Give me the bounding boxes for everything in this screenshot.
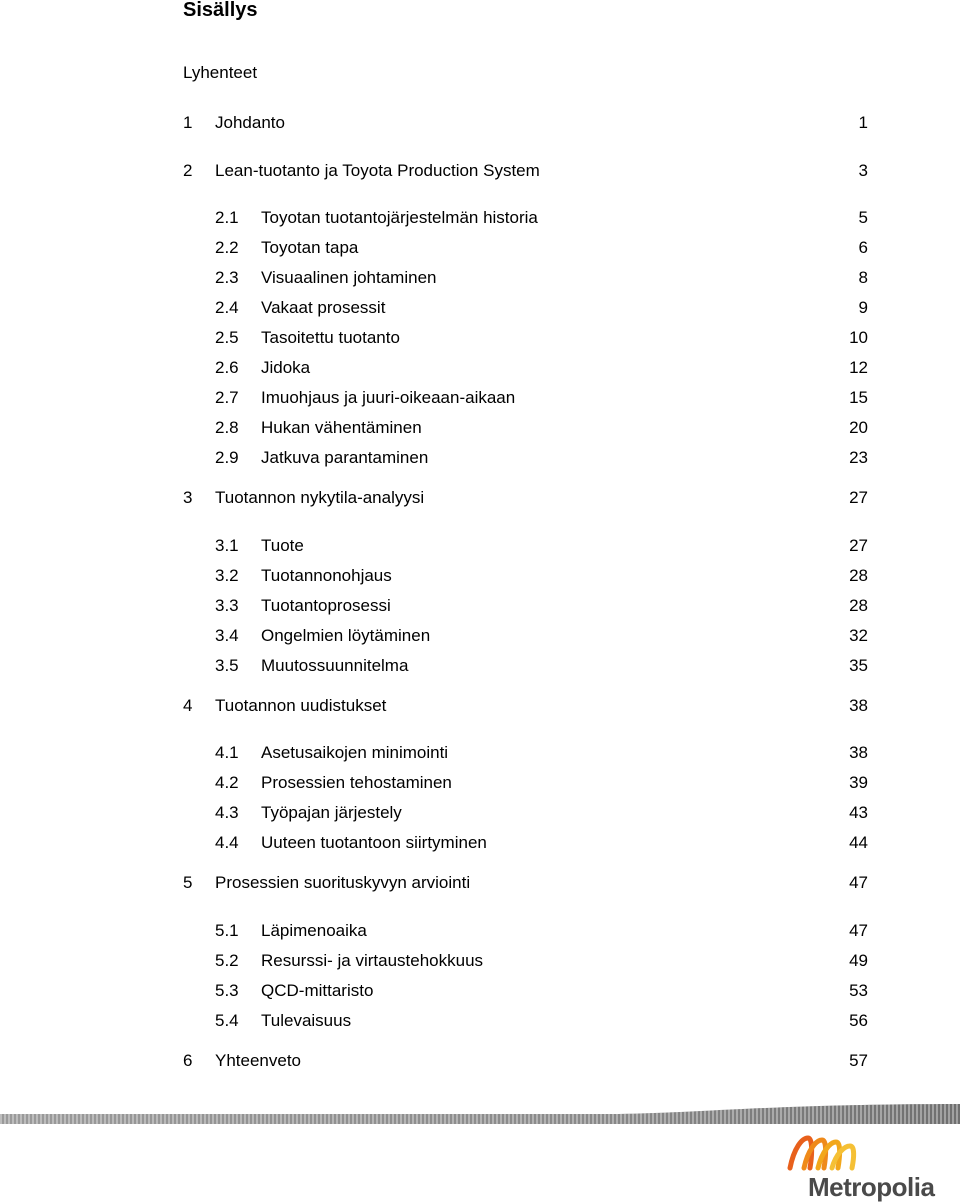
toc-label: Uuteen tuotantoon siirtyminen — [261, 833, 487, 852]
toc-label: Asetusaikojen minimointi — [261, 743, 449, 762]
toc-entry-2-8[interactable] — [183, 416, 868, 440]
toc-number: 3.4 — [215, 626, 239, 645]
toc-number: 2.3 — [215, 268, 239, 287]
toc-entry-4-2[interactable] — [183, 771, 868, 795]
toc-entry-2-3[interactable] — [183, 266, 868, 290]
toc-entry-2-4[interactable] — [183, 296, 868, 320]
toc-label: Toyotan tuotantojärjestelmän historia — [261, 208, 538, 227]
toc-page: 38 — [849, 743, 868, 762]
toc-label: Imuohjaus ja juuri-oikeaan-aikaan — [261, 388, 516, 407]
toc-page: 20 — [849, 418, 868, 437]
toc-entry-5[interactable] — [183, 871, 868, 895]
toc-page: 56 — [849, 1011, 868, 1030]
toc-number: 3 — [183, 488, 193, 507]
toc-label: Toyotan tapa — [261, 238, 359, 257]
toc-entry-4[interactable] — [183, 694, 868, 718]
toc-page: 27 — [849, 536, 868, 555]
toc-number: 5 — [183, 873, 193, 892]
toc-label: Hukan vähentäminen — [261, 418, 422, 437]
toc-page: 28 — [849, 596, 868, 615]
toc-label: Tasoitettu tuotanto — [261, 328, 400, 347]
toc-number: 6 — [183, 1051, 193, 1070]
toc-number: 2.1 — [215, 208, 239, 227]
toc-number: 4.3 — [215, 803, 239, 822]
toc-label: Tuotannon uudistukset — [215, 696, 387, 715]
toc-page: 3 — [858, 161, 868, 180]
toc-number: 2 — [183, 161, 193, 180]
toc-page: 43 — [849, 803, 868, 822]
toc-label: Tuotantoprosessi — [261, 596, 391, 615]
toc-entry-3-5[interactable] — [183, 654, 868, 678]
toc-label: QCD-mittaristo — [261, 981, 374, 1000]
toc-label: Prosessien tehostaminen — [261, 773, 452, 792]
toc-entry-5-1[interactable] — [183, 919, 868, 943]
toc-page: 12 — [849, 358, 868, 377]
toc-label: Jatkuva parantaminen — [261, 448, 429, 467]
toc-entry-2-6[interactable] — [183, 356, 868, 380]
toc-page: 47 — [849, 921, 868, 940]
toc-number: 5.3 — [215, 981, 239, 1000]
toc-number: 5.4 — [215, 1011, 239, 1030]
toc-label: Muutossuunnitelma — [261, 656, 409, 675]
toc-label: Lean-tuotanto ja Toyota Production System — [215, 161, 540, 180]
toc-page: 1 — [858, 113, 868, 132]
toc-entry-3-1[interactable] — [183, 534, 868, 558]
toc-label: Tuotannonohjaus — [261, 566, 392, 585]
toc-page: 27 — [849, 488, 868, 507]
toc-label: Ongelmien löytäminen — [261, 626, 431, 645]
toc-label: Tuotannon nykytila-analyysi — [215, 488, 425, 507]
toc-label: Prosessien suorituskyvyn arviointi — [215, 873, 471, 892]
toc-label: Jidoka — [261, 358, 311, 377]
toc-page: 9 — [858, 298, 868, 317]
toc-number: 2.7 — [215, 388, 239, 407]
toc-number: 2.8 — [215, 418, 239, 437]
toc-page: 53 — [849, 981, 868, 1000]
toc-page: 15 — [849, 388, 868, 407]
toc-entry-4-4[interactable] — [183, 831, 868, 855]
toc-entry-2-7[interactable] — [183, 386, 868, 410]
metropolia-logo-text: Metropolia — [808, 1172, 935, 1202]
toc-number: 4 — [183, 696, 193, 715]
toc-page: 35 — [849, 656, 868, 675]
toc-page: 23 — [849, 448, 868, 467]
toc-page: 39 — [849, 773, 868, 792]
toc-entry-3-2[interactable] — [183, 564, 868, 588]
toc-entry-4-3[interactable] — [183, 801, 868, 825]
toc-label: Johdanto — [215, 113, 285, 132]
toc-entry-3-3[interactable] — [183, 594, 868, 618]
toc-entry-5-4[interactable] — [183, 1009, 868, 1033]
toc-entry-2-1[interactable] — [183, 206, 868, 230]
toc-number: 2.2 — [215, 238, 239, 257]
toc-number: 3.2 — [215, 566, 239, 585]
toc-number: 2.4 — [215, 298, 239, 317]
toc-number: 2.6 — [215, 358, 239, 377]
toc-number: 5.2 — [215, 951, 239, 970]
toc-entry-2-9[interactable] — [183, 446, 868, 470]
toc-number: 3.1 — [215, 536, 239, 555]
toc-number: 4.2 — [215, 773, 239, 792]
toc-label: Yhteenveto — [215, 1051, 302, 1070]
toc-number: 3.5 — [215, 656, 239, 675]
toc-entry-4-1[interactable] — [183, 741, 868, 765]
toc-page: 38 — [849, 696, 868, 715]
toc-label: Vakaat prosessit — [261, 298, 386, 317]
toc-page: 57 — [849, 1051, 868, 1070]
toc-entry-5-3[interactable] — [183, 979, 868, 1003]
toc-entry-2[interactable] — [183, 159, 868, 183]
toc-page: 44 — [849, 833, 868, 852]
toc-entry-abbreviations[interactable] — [183, 61, 868, 85]
toc-label: Resurssi- ja virtaustehokkuus — [261, 951, 484, 970]
toc-entry-2-5[interactable] — [183, 326, 868, 350]
toc-label: Visuaalinen johtaminen — [261, 268, 437, 287]
toc-number: 2.5 — [215, 328, 239, 347]
toc-label: Tuote — [261, 536, 304, 555]
toc-number: 2.9 — [215, 448, 239, 467]
toc-label: Lyhenteet — [183, 63, 258, 82]
toc-page: 6 — [858, 238, 868, 257]
toc-entry-5-2[interactable] — [183, 949, 868, 973]
toc-entry-3-4[interactable] — [183, 624, 868, 648]
footer-stripe — [0, 1104, 960, 1124]
toc-entry-1[interactable] — [183, 111, 868, 135]
toc-page: 5 — [858, 208, 868, 227]
toc-label: Läpimenoaika — [261, 921, 367, 940]
toc-page: 49 — [849, 951, 868, 970]
page-title: Sisällys — [183, 0, 258, 21]
toc-number: 4.1 — [215, 743, 239, 762]
toc-number: 1 — [183, 113, 193, 132]
toc-number: 4.4 — [215, 833, 239, 852]
toc-label: Tulevaisuus — [261, 1011, 352, 1030]
toc-entry-6[interactable] — [183, 1049, 868, 1073]
toc-page: 10 — [849, 328, 868, 347]
toc-page: 28 — [849, 566, 868, 585]
toc-page: 8 — [858, 268, 868, 287]
toc-entry-3[interactable] — [183, 486, 868, 510]
toc-page: 32 — [849, 626, 868, 645]
toc-entry-2-2[interactable] — [183, 236, 868, 260]
toc-page: 47 — [849, 873, 868, 892]
toc-label: Työpajan järjestely — [261, 803, 402, 822]
toc-number: 5.1 — [215, 921, 239, 940]
toc-number: 3.3 — [215, 596, 239, 615]
